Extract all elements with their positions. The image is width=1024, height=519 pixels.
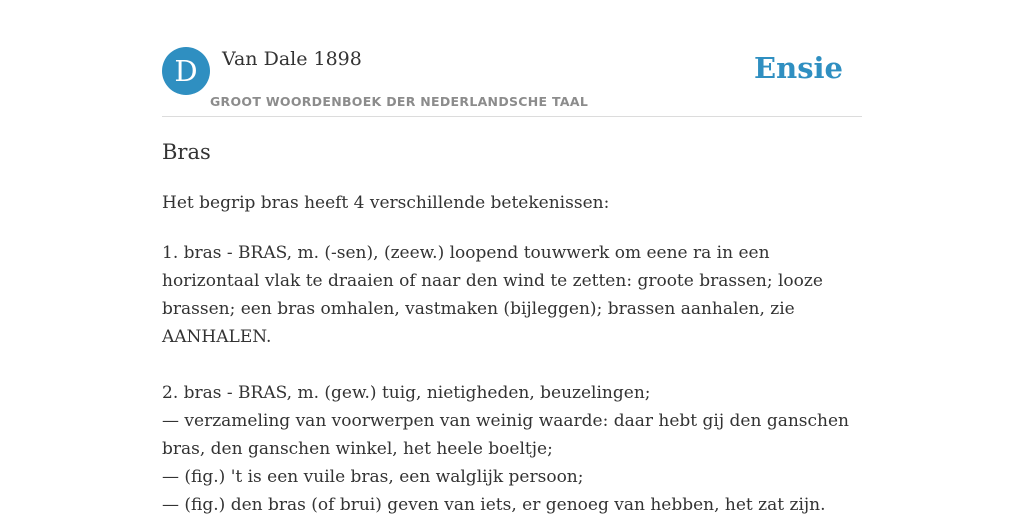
source-title-link[interactable]: Van Dale 1898 [222,48,362,70]
definition-line: AANHALEN. [162,327,272,347]
definition-line: brassen; een bras omhalen, vastmaken (bijleggen); brassen aanhalen, zie [162,299,795,319]
brand-logo-link[interactable]: Ensie [754,51,843,85]
definition-line: horizontaal vlak te draaien of naar den wind te zetten: groote brassen; looze [162,271,823,291]
entry-title: Bras [162,140,211,164]
definitions-list [162,239,862,519]
definition-line [162,351,862,379]
source-subtitle: GROOT WOORDENBOEK DER NEDERLANDSCHE TAAL [210,94,589,109]
source-avatar[interactable]: D [162,47,210,95]
header [162,46,862,117]
definition-line: — (fig.) den bras (of brui) geven van iets, er genoeg van hebben, het zat zijn. [162,495,826,515]
definition-line: 2. bras - BRAS, m. (gew.) tuig, nietigheden, beuzelingen; [162,383,651,403]
definition-line: — verzameling van voorwerpen van weinig waarde: daar hebt gij den ganschen [162,411,850,431]
entry-intro: Het begrip bras heeft 4 verschillende betekenissen: [162,193,610,213]
definition-line: bras, den ganschen winkel, het heele boeltje; [162,439,553,459]
definition-line: 1. bras - BRAS, m. (-sen), (zeew.) loopend touwwerk om eene ra in een [162,243,770,263]
definition-line: — (fig.) 't is een vuile bras, een walglijk persoon; [162,467,584,487]
